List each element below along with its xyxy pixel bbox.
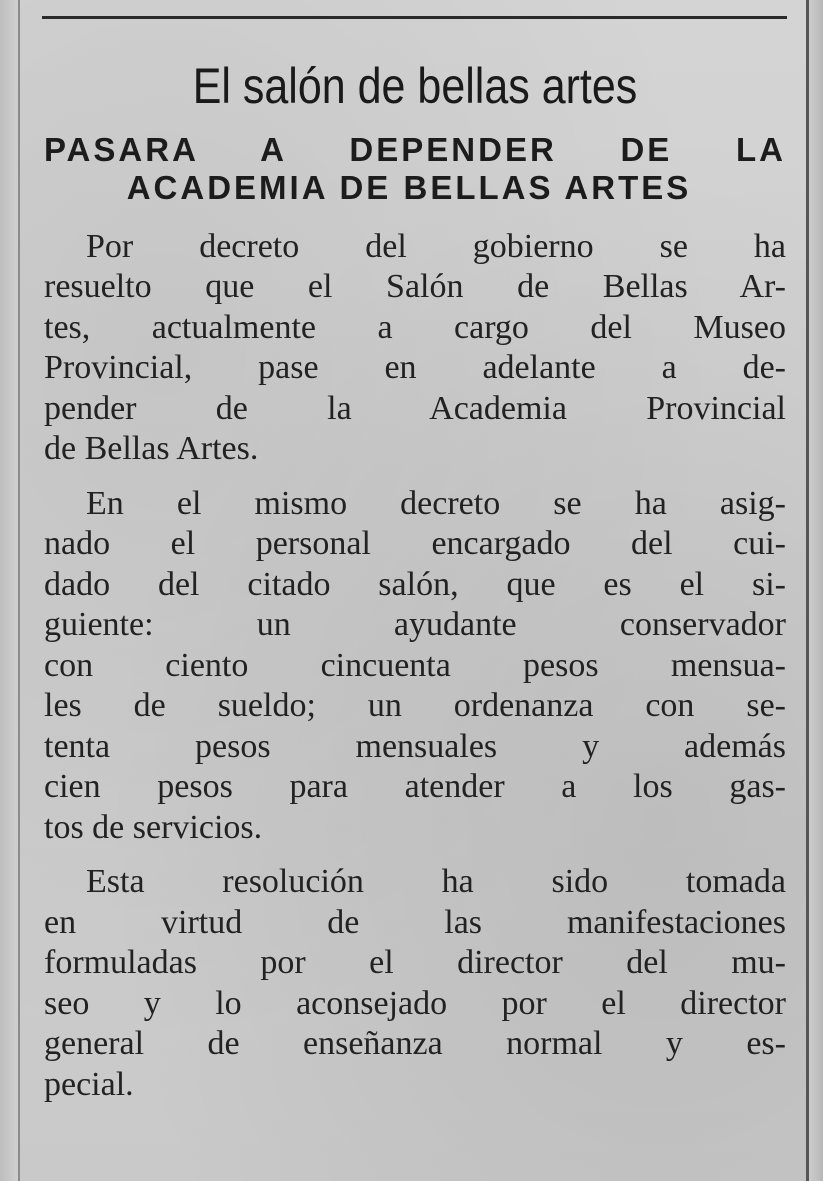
paragraph-line: pecial. [44,1065,134,1103]
paragraph-line: dado del citado salón, que es el si- [44,565,786,603]
subheadline-line-2: ACADEMIA DE BELLAS ARTES [126,168,692,206]
left-column-margin [0,0,20,1181]
paragraph-line: les de sueldo; un ordenanza con se- [44,687,786,724]
paragraph-line: pender de la Academia Provincial [44,389,786,427]
paragraph-line: tenta pesos mensuales y además [44,727,786,765]
paragraph-line: resuelto que el Salón de Bellas Ar- [44,268,786,305]
right-column-rule [806,0,823,1181]
paragraph-3 [44,862,786,1105]
article [44,60,786,1119]
paragraph-line: guiente: un ayudante conservador [44,606,786,643]
paragraph-line: nado el personal encargado del cui- [44,525,786,562]
paragraph-line: Provincial, pase en adelante a de- [44,349,786,386]
paragraph-line: cien pesos para atender a los gas- [44,768,786,805]
paragraph-line: seo y lo aconsejado por el director [44,984,786,1022]
paragraph-line: con ciento cincuenta pesos mensua- [44,646,786,684]
paragraph-line: de Bellas Artes. [44,430,259,467]
paragraph-line: Por decreto del gobierno se ha [86,227,786,265]
top-rule [42,16,787,19]
paragraph-line: Esta resolución ha sido tomada [86,863,786,900]
subheadline [44,131,786,207]
paragraph-line: tes, actualmente a cargo del Museo [44,308,786,346]
headline: El salón de bellas artes [192,58,638,114]
paragraph-2 [44,484,786,849]
paragraph-line: formuladas por el director del mu- [44,944,786,981]
paragraph-line: en virtud de las manifestaciones [44,903,786,941]
paragraph-line: En el mismo decreto se ha asig- [86,484,786,522]
paragraph-line: tos de servicios. [44,808,263,846]
paragraph-line: general de enseñanza normal y es- [44,1025,786,1062]
subheadline-line-1: PASARA A DEPENDER DE LA [44,130,786,168]
paragraph-1 [44,227,786,470]
